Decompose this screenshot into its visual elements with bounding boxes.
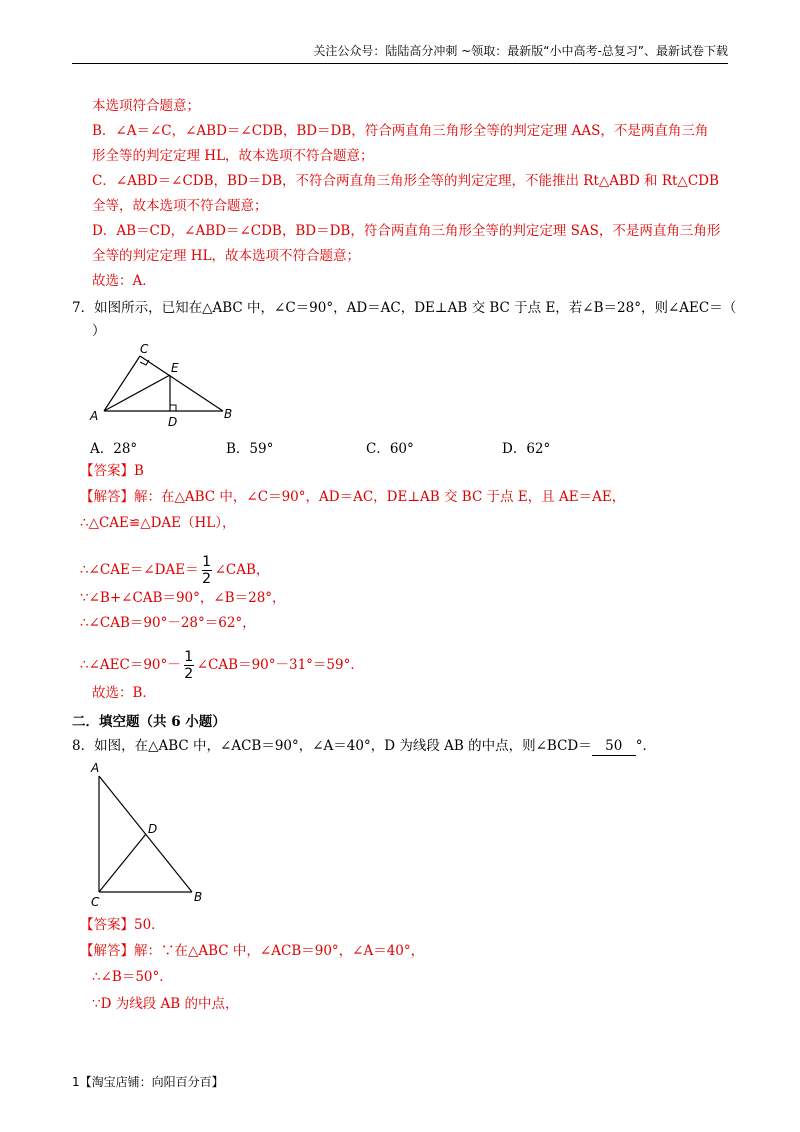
q7-solution-line-3-a: ∴∠CAE＝∠DAE＝	[80, 562, 199, 578]
q7-stem-line-2: ）	[92, 323, 106, 339]
q7-solution-line-1: 【解答】解：在△ABC 中，∠C＝90°，AD＝AC，DE⊥AB 交 BC 于点 E，且 AE＝AE，	[80, 489, 626, 505]
q7-option-a: A．28°	[90, 441, 138, 457]
q8-answer-blank: 50	[592, 737, 636, 756]
q7-solution-line-3-b: ∠CAB，	[214, 562, 270, 578]
q8-figure-label-c: C	[91, 895, 100, 908]
q6-option-d-line-2: 全等的判定定理 HL，故本选项不符合题意；	[92, 248, 361, 264]
q7-answer: 【答案】B	[80, 463, 144, 479]
q6-line-1: 本选项符合题意；	[92, 98, 200, 114]
q6-option-b-line-2: 形全等的判定定理 HL，故本选项不符合题意；	[92, 148, 374, 164]
q8-stem	[72, 737, 656, 756]
q6-option-c-line-2: 全等，故本选项不符合题意；	[92, 198, 268, 214]
q7-figure-label-d: D	[168, 415, 178, 429]
q8-stem-text: 8．如图，在△ABC 中，∠ACB＝90°，∠A＝40°，D 为线段 AB 的中点，则∠BCD＝	[72, 738, 592, 754]
q7-fraction-half-2: $\frac{1}{2}$	[184, 649, 194, 682]
page-footer: 1【淘宝店铺：向阳百分百】	[72, 1075, 224, 1089]
q8-answer: 【答案】50．	[80, 917, 165, 933]
q8-solution-line-1: 【解答】解：∵在△ABC 中，∠ACB＝90°，∠A＝40°，	[80, 943, 425, 959]
q7-solution-line-4: ∵∠B+∠CAB＝90°，∠B＝28°，	[80, 590, 286, 606]
q8-solution-line-3: ∵D 为线段 AB 的中点，	[92, 996, 239, 1012]
q7-figure-label-b: B	[224, 407, 233, 421]
q7-figure-label-c: C	[140, 342, 149, 356]
q8-figure-label-a: A	[91, 761, 100, 775]
q7-conclusion: 故选：B．	[92, 685, 156, 701]
q7-fraction-half-1: $\frac{1}{2}$	[202, 554, 212, 587]
q6-option-d-line-1: D．AB＝CD，∠ABD＝∠CDB，BD＝DB，符合两直角三角形全等的判定定理 SAS，不是两直角三角形	[92, 223, 721, 239]
q7-solution-line-6-b: ∠CAB＝90°－31°＝59°．	[196, 657, 364, 673]
q6-option-b-line-1: B．∠A＝∠C，∠ABD＝∠CDB，BD＝DB，符合两直角三角形全等的判定定理 AAS，不是两直角三角	[92, 123, 709, 139]
q7-solution-line-6	[80, 648, 364, 682]
q7-option-c: C．60°	[366, 441, 414, 457]
q8-figure-label-d: D	[148, 822, 158, 836]
q7-option-d: D．62°	[502, 441, 551, 457]
q7-solution-line-5: ∴∠CAB＝90°－28°＝62°，	[80, 615, 256, 631]
q7-figure-label-a: A	[90, 409, 99, 423]
q8-stem-end: °．	[635, 738, 656, 754]
q7-figure-label-e: E	[171, 361, 179, 375]
q8-figure	[88, 758, 218, 908]
q6-conclusion: 故选：A．	[92, 273, 156, 289]
q6-option-c-line-1: C．∠ABD＝∠CDB，BD＝DB，不符合两直角三角形全等的判定定理，不能推出 Rt△ABD 和 Rt△CDB	[92, 173, 719, 189]
q7-solution-line-3	[80, 553, 269, 587]
q7-solution-line-2: ∴△CAE≌△DAE（HL），	[80, 515, 236, 531]
section-title-fill-in: 二．填空题（共 6 小题）	[72, 714, 226, 730]
page-header: 关注公众号：陆陆高分冲刺 ~领取：最新版“小中高考-总复习”、最新试卷下载	[72, 42, 728, 64]
q7-stem-line-1: 7．如图所示，已知在△ABC 中，∠C＝90°，AD＝AC，DE⊥AB 交 BC 于点 E，若∠B＝28°，则∠AEC＝（	[72, 300, 737, 316]
q7-figure	[88, 340, 248, 430]
q8-solution-line-2: ∴∠B＝50°．	[92, 969, 173, 985]
q7-solution-line-6-a: ∴∠AEC＝90°－	[80, 657, 181, 673]
q8-figure-label-b: B	[194, 890, 203, 904]
q7-option-b: B．59°	[226, 441, 274, 457]
